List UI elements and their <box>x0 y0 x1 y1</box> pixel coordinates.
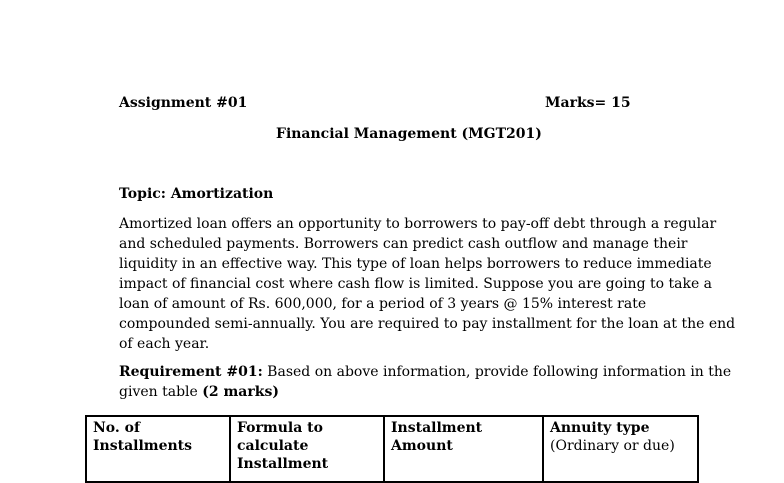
assignment-number: Assignment #01 <box>119 95 248 111</box>
paragraph-line: and scheduled payments. Borrowers can predict cash outflow and manage their <box>119 236 688 252</box>
course-title: Financial Management (MGT201) <box>276 126 542 142</box>
installment-table <box>85 415 699 483</box>
paragraph-line: Amortized loan offers an opportunity to borrowers to pay-off debt through a regular <box>119 216 717 232</box>
table-header-row <box>86 416 698 482</box>
requirement-block <box>119 362 731 402</box>
header-installments: No. of Installments <box>86 416 230 482</box>
header-formula: Formula to calculate Installment <box>230 416 384 482</box>
header-installment-amount: Installment Amount <box>384 416 543 482</box>
header-annuity-type: Annuity type (Ordinary or due) <box>543 416 698 482</box>
paragraph-line: impact of financial cost where cash flow is limited. Suppose you are going to take a <box>119 276 713 292</box>
paragraph-line: liquidity in an effective way. This type of loan helps borrowers to reduce immediate <box>119 256 712 272</box>
topic-heading: Topic: Amortization <box>119 186 274 202</box>
requirement-label: Requirement #01: <box>119 364 263 380</box>
requirement-text: Based on above information, provide following information in the <box>262 364 732 380</box>
body-paragraph <box>119 214 736 354</box>
requirement-text-cont: given table <box>119 384 203 400</box>
marks-label: Marks= 15 <box>545 95 631 111</box>
paragraph-line: loan of amount of Rs. 600,000, for a period of 3 years @ 15% interest rate <box>119 296 647 312</box>
paragraph-line: compounded semi-annually. You are required to pay installment for the loan at the end <box>119 316 736 332</box>
paragraph-line: of each year. <box>119 336 210 352</box>
requirement-marks: (2 marks) <box>202 384 279 400</box>
